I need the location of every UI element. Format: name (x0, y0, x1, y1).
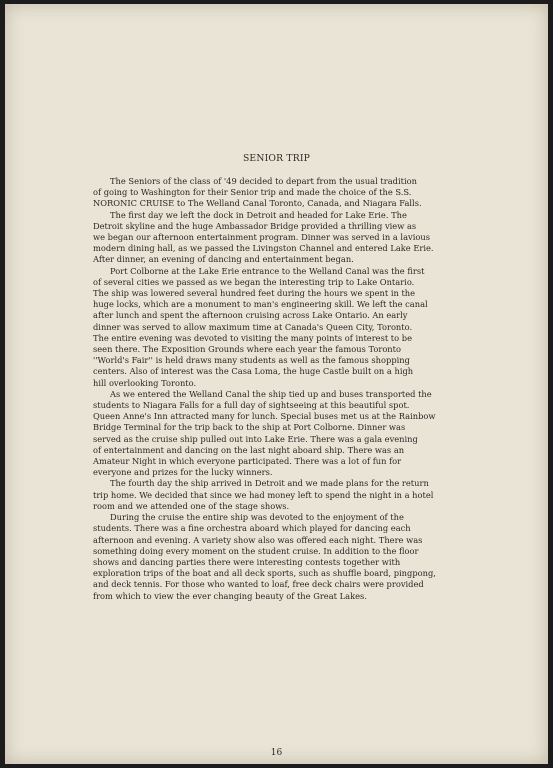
text-line: hill overlooking Toronto. (93, 377, 197, 388)
text-line: The first day we left the dock in Detroit and headed for Lake Erie. The (110, 209, 407, 220)
text-line: dinner was served to allow maximum time at Canada's Queen City, Toronto. (93, 321, 413, 332)
text-line: shows and dancing parties there were interesting contests together with (93, 556, 401, 567)
paragraph (76, 389, 496, 479)
text-line: served as the cruise ship pulled out into Lake Erie. There was a gala evening (93, 433, 418, 444)
text-line: of entertainment and dancing on the last night aboard ship. There was an (93, 444, 405, 455)
paragraph (76, 266, 496, 389)
text-line: of several cities we passed as we began the interesting trip to Lake Ontario. (93, 276, 415, 287)
text-line: afternoon and evening. A variety show also was offered each night. There was (93, 534, 423, 545)
text-line: During the cruise the entire ship was devoted to the enjoyment of the (110, 512, 404, 523)
page-title: SENIOR TRIP (242, 153, 311, 164)
page-number: 16 (270, 748, 283, 758)
text-line: centers. Also of interest was the Casa Loma, the huge Castle built on a high (93, 366, 414, 377)
text-line: of going to Washington for their Senior trip and made the choice of the S.S. (93, 187, 412, 198)
text-line: students. There was a fine orchestra aboard which played for dancing each (93, 523, 411, 534)
text-line: modern dining hall, as we passed the Livingston Channel and entered Lake Erie. (93, 243, 434, 254)
text-line: Queen Anne's Inn attracted many for lunch. Special buses met us at the Rainbow (93, 411, 436, 422)
text-line: The fourth day the ship arrived in Detroit and we made plans for the return (110, 478, 429, 489)
text-line: trip home. We decided that since we had money left to spend the night in a hotel (93, 489, 434, 500)
text-line: seen there. The Exposition Grounds where each year the famous Toronto (93, 344, 401, 355)
text-line: Port Colborne at the Lake Erie entrance to the Welland Canal was the first (110, 265, 425, 276)
text-line: huge locks, which are a monument to man's engineering skill. We left the canal (93, 299, 428, 310)
text-line: ''World's Fair'' is held draws many students as well as the famous shopping (93, 355, 410, 366)
text-line: Detroit skyline and the huge Ambassador Bridge provided a thrilling view as (93, 220, 417, 231)
text-line: After dinner, an evening of dancing and entertainment began. (93, 254, 354, 265)
text-line: The Seniors of the class of '49 decided to depart from the usual tradition (110, 176, 417, 186)
text-line: room and we attended one of the stage shows. (93, 500, 290, 511)
text-line: and deck tennis. For those who wanted to loaf, free deck chairs were provided (93, 579, 424, 590)
text-line: exploration trips of the boat and all deck sports, such as shuffle board, pingpong, (93, 568, 436, 579)
text-line: we began our afternoon entertainment program. Dinner was served in a lavious (93, 232, 430, 243)
text-line: The entire evening was devoted to visiting the many points of interest to be (93, 332, 412, 343)
paragraph (76, 478, 496, 512)
text-line: Bridge Terminal for the trip back to the ship at Port Colborne. Dinner was (93, 422, 406, 433)
paragraph (76, 512, 496, 602)
text-line: after lunch and spent the afternoon cruising across Lake Ontario. An early (93, 310, 408, 321)
text-line: NORONIC CRUISE to The Welland Canal Toronto, Canada, and Niagara Falls. (93, 198, 422, 209)
text-line: As we entered the Welland Canal the ship tied up and buses transported the (110, 388, 432, 399)
paragraph (76, 176, 496, 210)
text-line: Amateur Night in which everyone participated. There was a lot of fun for (93, 456, 402, 467)
article-body (76, 176, 496, 602)
text-line: students to Niagara Falls for a full day of sightseeing at this beautiful spot. (93, 400, 410, 411)
text-line: The ship was lowered several hundred feet during the hours we spent in the (93, 288, 416, 299)
text-line: everyone and prizes for the lucky winners. (93, 467, 273, 478)
text-line: from which to view the ever changing beauty of the Great Lakes. (93, 590, 367, 601)
text-line: something doing every moment on the student cruise. In addition to the floor (93, 545, 419, 556)
paragraph (76, 210, 496, 266)
